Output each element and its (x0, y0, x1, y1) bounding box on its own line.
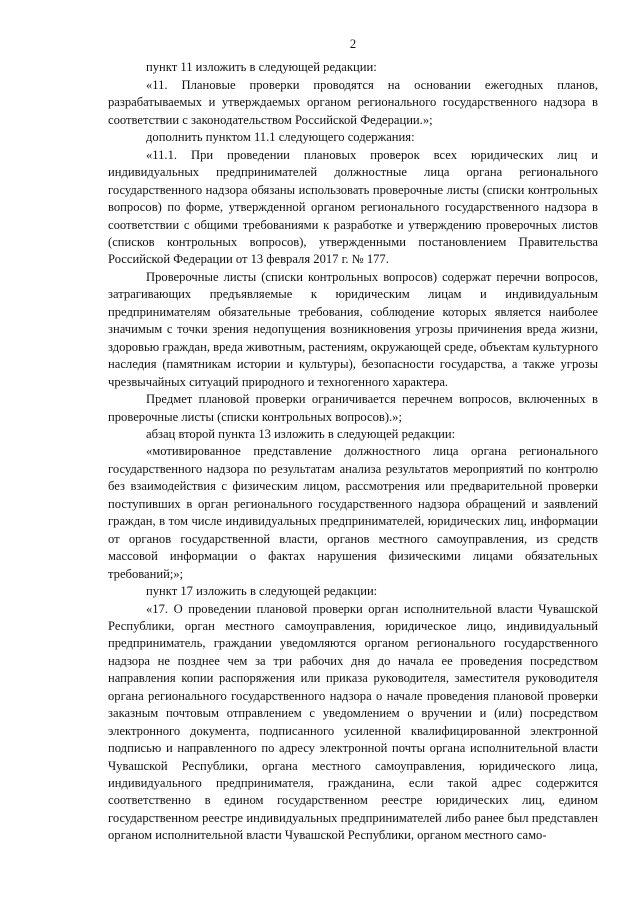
paragraph-7: абзац второй пункта 13 изложить в следующей редакции: (146, 426, 456, 441)
paragraph-4: «11.1. При проведении плановых проверок всех юридических лиц и индивидуальных предпринимателей должностные лица органа регионального государственного надзора обязаны использовать проверочные листы (списки контрольных вопросов) по форме, утвержденной органом регионального государственного надзора в соответствии с общими требованиями к разработке и утверждению проверочных листов (списков контрольных вопросов), утвержденными постановлением Правительства Российской Федерации от 13 февраля 2017 г. № 177. (108, 147, 598, 267)
paragraph-3: дополнить пунктом 11.1 следующего содержания: (146, 130, 415, 145)
paragraph-2: «11. Плановые проверки проводятся на основании ежегодных планов, разрабатываемых и утверждаемых органом регионального государственного надзора в соответствии с законодательством Российской Федерации.»; (108, 77, 598, 127)
paragraph-8: «мотивированное представление должностного лица органа регионального государственного надзора по результатам анализа результатов мероприятий по контролю без взаимодействия с физическим лицом, рассмотрения или предварительной проверки поступивших в орган регионального государственного надзора обращений и заявлений граждан, в том числе индивидуальных предпринимателей, юридических лиц, информации от органов государственной власти, органов местного самоуправления, из средств массовой информации о фактах нарушения физическими лицами обязательных требований;»; (108, 444, 598, 581)
paragraph-9: пункт 17 изложить в следующей редакции: (146, 584, 378, 599)
page-number: 2 (349, 37, 357, 51)
document-page (108, 36, 598, 845)
paragraph-10: «17. О проведении плановой проверки орган исполнительной власти Чувашской Республики, орган местного самоуправления, юридическое лицо, индивидуальный предприниматель, граждании уведомляются органом регионального государственного надзора не позднее чем за три рабочих дня до начала ее проведения посредством направления копии распоряжения или приказа руководителя, заместителя руководителя органа регионального государственного надзора о начале проведения плановой проверки заказным почтовым отправлением с уведомлением о вручении и (или) посредством электронного документа, подписанного усиленной квалифицированной электронной подписью и направленного по адресу электронной почты органа исполнительной власти Чувашской Республики, органа местного самоуправления, юридического лица, индивидуального предпринимателя, гражданина, если такой адрес содержится соответственно в едином государственном реестре юридических лиц, едином государственном реестре индивидуальных предпринимателей либо ранее был представлен органом исполнительной власти Чувашской Республики, органом местного само- (108, 601, 598, 843)
paragraph-1: пункт 11 изложить в следующей редакции: (146, 60, 377, 75)
paragraph-5: Проверочные листы (списки контрольных вопросов) содержат перечни вопросов, затрагивающих предъявляемые к юридическим лицам и индивидуальным предпринимателям обязательные требования, соблюдение которых является наиболее значимым с точки зрения недопущения возникновения угрозы причинения вреда жизни, здоровью граждан, вреда животным, растениям, окружающей среде, объектам культурного наследия (памятникам истории и культуры), безопасности государства, а также угрозы чрезвычайных ситуаций природного и техногенного характера. (108, 269, 598, 389)
paragraph-6: Предмет плановой проверки ограничивается перечнем вопросов, включенных в проверочные листы (списки контрольных вопросов).»; (108, 392, 598, 424)
